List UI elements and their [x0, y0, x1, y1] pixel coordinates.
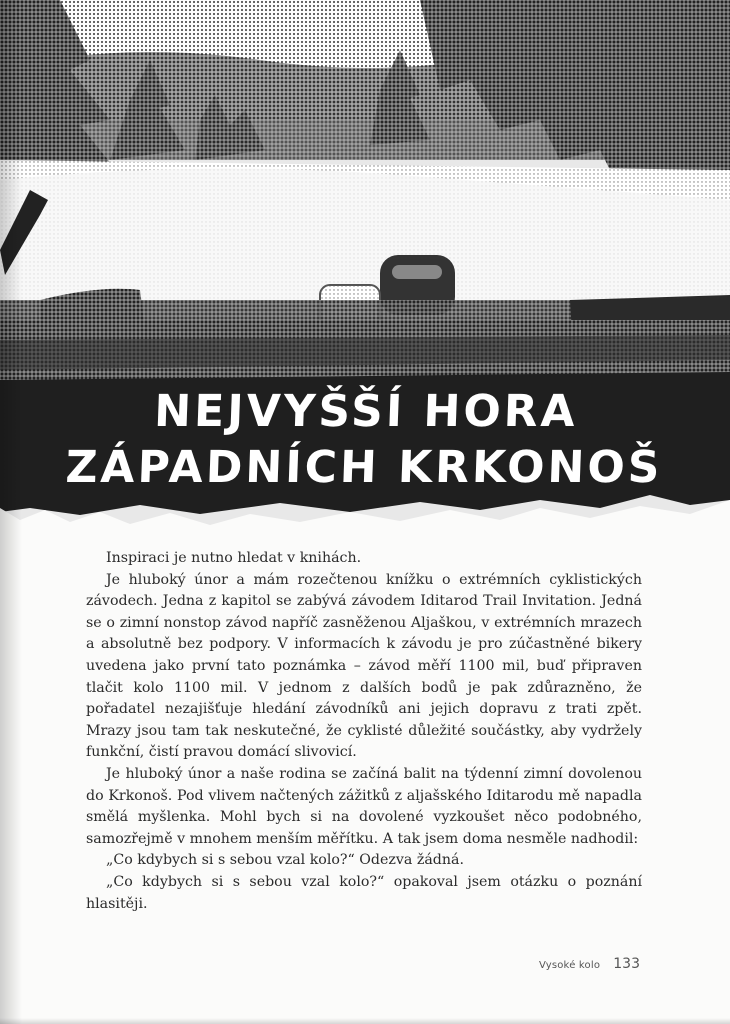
page-footer	[539, 953, 640, 972]
paragraph: Je hluboký únor a mám rozečtenou knížku o extrémních cyklistických závodech. Jedna z kapitol se zabývá závodem Iditarod Trail Invitation. Jedná se o zimní nonstop závod napříč zasněženou Aljaškou, v extrémních mrazech a absolutně bez podpory. V informacích k závodu je pro zúčastněné bikery uvedena jako první tato poznámka – závod měří 1100 mil, buď připraven tlačit kolo 1100 mil. V jednom z dalších bodů je pak zdůrazněno, že pořadatel nezajišťuje hledání závodníků ani jejich dopravu z trati zpět. Mrazy jsou tam tak neskutečné, že cyklisté důležité součástky, aby vydržely funkční, čistí pravou domácí slivovicí.	[86, 571, 642, 761]
chapter-title	[0, 384, 730, 496]
page-bottom-edge	[0, 1018, 730, 1024]
chapter-body	[86, 548, 642, 915]
running-footer-book-title: Vysoké kolo	[538, 960, 601, 971]
page-number: 133	[613, 956, 640, 972]
paragraph: „Co kdybych si s sebou vzal kolo?“ Odezva žádná.	[106, 852, 464, 869]
chapter-title-line-2: ZÁPADNÍCH KRKONOŠ	[64, 442, 664, 493]
chapter-title-line-1: NEJVYŠŠÍ HORA	[153, 386, 579, 437]
paragraph: Inspiraci je nutno hledat v knihách.	[106, 550, 362, 566]
paragraph: „Co kdybych si s sebou vzal kolo?“ opakoval jsem otázku o poznání hlasitěji.	[86, 873, 642, 912]
paragraph: Je hluboký únor a naše rodina se začíná balit na týdenní zimní dovolenou do Krkonoš. Pod vlivem načtených zážitků z aljašského Iditarodu mě napadla smělá myšlenka. Mohl bych si na dovolené vyzkoušet něco podobného, samozřejmě v mnohem menším měřítku. A tak jsem doma nesměle nadhodil:	[86, 765, 642, 847]
